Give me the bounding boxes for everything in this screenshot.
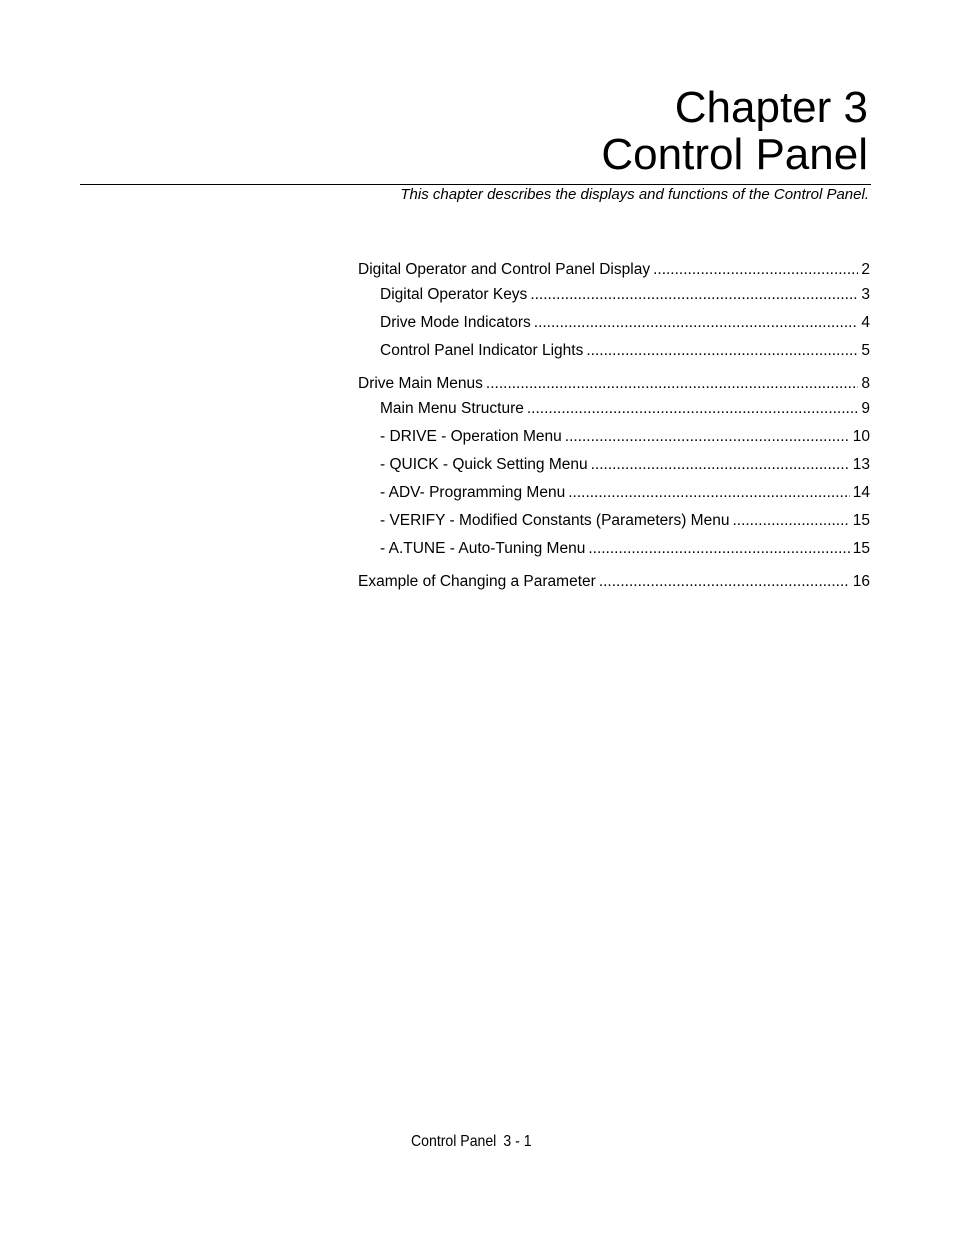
toc-entry-label: Digital Operator Keys xyxy=(380,286,528,303)
toc-entry[interactable] xyxy=(358,261,870,279)
toc-dot-leader xyxy=(534,314,859,332)
toc-entry-label: - DRIVE - Operation Menu xyxy=(380,428,562,445)
page-footer xyxy=(411,1133,532,1151)
toc-entry-label: - VERIFY - Modified Constants (Parameters) Menu xyxy=(380,512,730,529)
footer-section: Control Panel xyxy=(411,1133,497,1150)
toc-dot-leader xyxy=(486,375,858,393)
toc-entry-label: Digital Operator and Control Panel Display xyxy=(358,261,651,278)
toc-entry-label: - ADV- Programming Menu xyxy=(380,484,566,501)
toc-entry-page: 15 xyxy=(852,512,870,529)
toc-entry-label: Drive Mode Indicators xyxy=(380,314,531,331)
toc-entry-label: Control Panel Indicator Lights xyxy=(380,342,584,359)
toc-entry-page: 8 xyxy=(861,375,870,392)
toc-entry[interactable] xyxy=(358,573,870,591)
toc-dot-leader xyxy=(591,456,850,474)
toc-entry-page: 15 xyxy=(852,540,870,557)
toc-entry[interactable] xyxy=(380,342,870,360)
toc-dot-leader xyxy=(568,484,850,502)
toc-dot-leader xyxy=(527,400,859,418)
toc-entry[interactable] xyxy=(380,512,870,530)
toc-dot-leader xyxy=(586,342,858,360)
footer-page-number: 3 - 1 xyxy=(503,1133,532,1150)
toc-entry-page: 14 xyxy=(852,484,870,501)
chapter-number: Chapter 3 xyxy=(674,83,868,132)
toc-entry-page: 10 xyxy=(852,428,870,445)
toc-dot-leader xyxy=(653,261,858,279)
toc-entry[interactable] xyxy=(380,456,870,474)
toc-entry[interactable] xyxy=(380,286,870,304)
toc-entry-label: Drive Main Menus xyxy=(358,375,483,392)
toc-entry[interactable] xyxy=(380,400,870,418)
toc-dot-leader xyxy=(588,540,849,558)
toc-entry[interactable] xyxy=(380,314,870,332)
toc-entry-page: 9 xyxy=(861,400,870,417)
toc-entry-page: 16 xyxy=(852,573,870,590)
toc-entry-page: 13 xyxy=(852,456,870,473)
toc-entry[interactable] xyxy=(358,375,870,393)
title-rule xyxy=(80,184,871,185)
chapter-name: Control Panel xyxy=(601,130,868,179)
toc-entry[interactable] xyxy=(380,484,870,502)
toc-dot-leader xyxy=(732,512,849,530)
toc-dot-leader xyxy=(599,573,850,591)
chapter-title xyxy=(601,84,868,178)
toc-entry-page: 2 xyxy=(861,261,870,278)
toc-entry-page: 5 xyxy=(861,342,870,359)
toc-dot-leader xyxy=(565,428,850,446)
toc-dot-leader xyxy=(530,286,858,304)
toc-entry-page: 3 xyxy=(861,286,870,303)
toc-entry-label: Main Menu Structure xyxy=(380,400,524,417)
toc-entry-label: Example of Changing a Parameter xyxy=(358,573,596,590)
toc-entry-page: 4 xyxy=(861,314,870,331)
toc-entry[interactable] xyxy=(380,428,870,446)
chapter-description: This chapter describes the displays and functions of the Control Panel. xyxy=(400,186,869,203)
toc-entry-label: - A.TUNE - Auto-Tuning Menu xyxy=(380,540,586,557)
toc-entry-label: - QUICK - Quick Setting Menu xyxy=(380,456,588,473)
toc-entry[interactable] xyxy=(380,540,870,558)
